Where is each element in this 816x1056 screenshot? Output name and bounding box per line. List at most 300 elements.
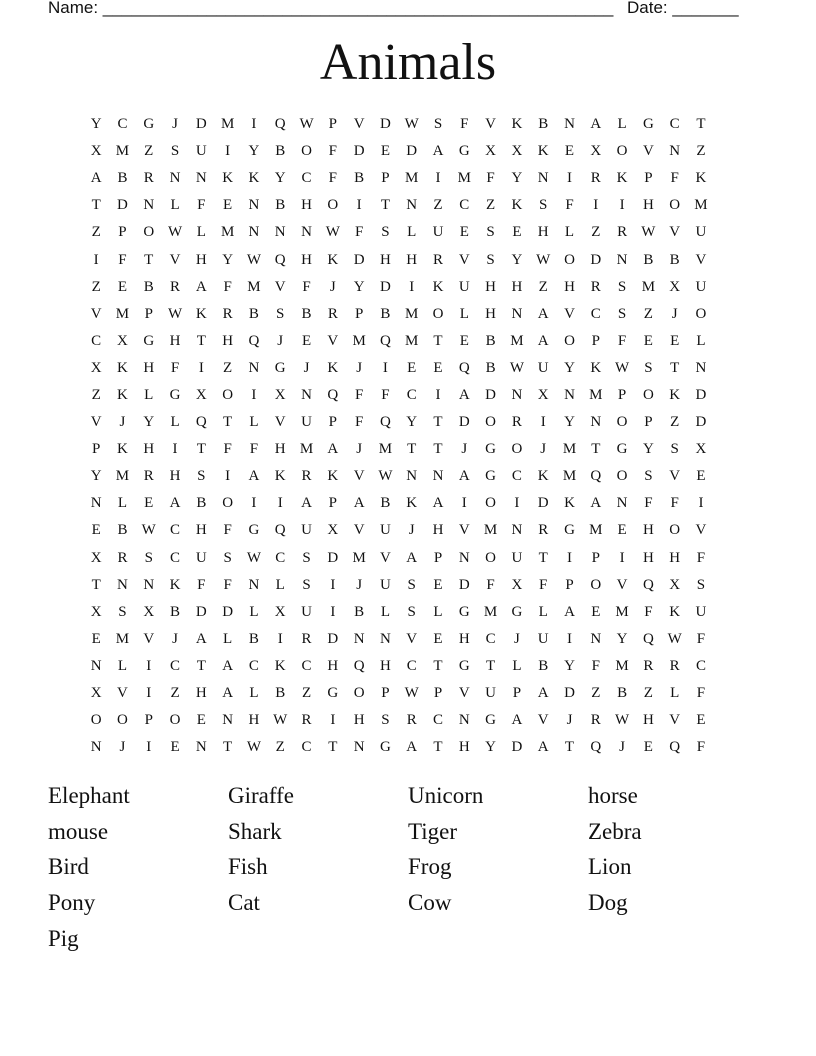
grid-letter: G	[458, 657, 470, 674]
grid-letter: I	[251, 495, 257, 512]
grid-letter: T	[328, 739, 338, 756]
grid-letter: E	[91, 522, 101, 539]
grid-letter: I	[277, 630, 283, 647]
grid-letter: F	[591, 657, 600, 674]
grid-letter: V	[353, 116, 365, 133]
grid-letter: F	[223, 441, 232, 458]
grid-letter: C	[170, 549, 181, 566]
grid-letter: I	[619, 197, 625, 214]
grid-letter: I	[540, 414, 546, 431]
grid-letter: K	[669, 386, 681, 403]
grid-letter: U	[458, 278, 470, 295]
grid-letter: I	[172, 441, 178, 458]
grid-letter: G	[458, 603, 470, 620]
grid-letter: A	[195, 630, 207, 647]
grid-letter: Z	[591, 224, 601, 241]
grid-letter: P	[591, 549, 600, 566]
grid-letter: N	[379, 630, 391, 647]
grid-letter: O	[669, 197, 681, 214]
grid-letter: N	[248, 359, 260, 376]
grid-letter: N	[564, 116, 575, 133]
grid-letter: G	[169, 386, 181, 403]
grid-letter: Z	[643, 685, 653, 702]
grid-letter: N	[117, 576, 128, 593]
grid-letter: C	[459, 197, 470, 214]
grid-letter: M	[115, 630, 130, 647]
grid-letter: X	[511, 143, 523, 160]
grid-letter: H	[195, 685, 207, 702]
grid-letter: P	[433, 685, 443, 702]
grid-letter: N	[301, 386, 312, 403]
grid-letter: Q	[590, 739, 602, 756]
grid-letter: D	[195, 116, 207, 133]
grid-letter: N	[695, 359, 707, 376]
grid-letter: W	[325, 224, 340, 241]
grid-letter: C	[433, 712, 444, 729]
grid-letter: K	[195, 305, 207, 322]
grid-letter: U	[537, 359, 549, 376]
grid-letter: K	[432, 278, 444, 295]
grid-letter: O	[695, 305, 707, 322]
grid-letter: I	[251, 386, 257, 403]
grid-letter: N	[616, 251, 628, 268]
grid-letter: X	[117, 332, 128, 349]
grid-letter: F	[565, 197, 574, 214]
grid-letter: M	[483, 522, 498, 539]
grid-letter: M	[378, 441, 393, 458]
grid-letter: N	[353, 739, 365, 756]
grid-letter: N	[406, 468, 418, 485]
grid-letter: B	[538, 657, 549, 674]
grid-letter: M	[247, 278, 261, 295]
grid-letter: L	[275, 576, 285, 593]
grid-letter: E	[433, 576, 443, 593]
grid-letter: O	[564, 332, 575, 349]
grid-letter: A	[353, 495, 365, 512]
grid-letter: O	[432, 305, 444, 322]
grid-letter: X	[274, 603, 286, 620]
grid-letter: C	[669, 116, 680, 133]
grid-letter: H	[274, 441, 286, 458]
grid-letter: V	[458, 522, 470, 539]
grid-letter: T	[433, 441, 443, 458]
grid-letter: U	[432, 224, 444, 241]
grid-letter: E	[459, 332, 469, 349]
grid-letter: A	[458, 386, 470, 403]
grid-letter: T	[91, 576, 101, 593]
grid-letter: Z	[643, 305, 653, 322]
word-list-item: Dog	[588, 890, 628, 916]
grid-letter: M	[615, 603, 629, 620]
grid-letter: R	[406, 712, 417, 729]
grid-letter: M	[457, 170, 471, 187]
grid-letter: E	[670, 332, 680, 349]
grid-letter: D	[458, 414, 470, 431]
grid-letter: C	[511, 468, 522, 485]
grid-letter: I	[225, 468, 231, 485]
grid-letter: Y	[90, 116, 102, 133]
grid-letter: X	[669, 278, 681, 295]
grid-letter: H	[458, 739, 470, 756]
grid-letter: F	[486, 576, 495, 593]
grid-letter: L	[170, 197, 180, 214]
grid-letter: F	[354, 224, 364, 241]
word-search-grid	[83, 111, 714, 761]
grid-letter: B	[617, 685, 628, 702]
grid-letter: P	[328, 116, 337, 133]
grid-letter: S	[381, 224, 390, 241]
grid-letter: L	[196, 224, 206, 241]
grid-letter: X	[195, 386, 207, 403]
grid-letter: I	[356, 197, 362, 214]
grid-letter: F	[223, 522, 232, 539]
grid-letter: H	[169, 468, 181, 485]
grid-letter: A	[169, 495, 181, 512]
grid-letter: V	[537, 712, 549, 729]
grid-letter: T	[196, 657, 206, 674]
grid-letter: N	[90, 495, 102, 512]
grid-letter: L	[512, 657, 522, 674]
grid-letter: B	[669, 251, 680, 268]
grid-letter: S	[302, 576, 311, 593]
grid-letter: S	[617, 278, 627, 295]
grid-letter: S	[302, 549, 311, 566]
grid-letter: D	[406, 143, 418, 160]
grid-letter: V	[274, 278, 286, 295]
grid-letter: L	[170, 414, 180, 431]
grid-letter: H	[642, 549, 654, 566]
grid-letter: D	[695, 414, 707, 431]
grid-letter: W	[246, 251, 262, 268]
grid-letter: W	[167, 224, 183, 241]
grid-letter: V	[90, 414, 102, 431]
grid-letter: C	[406, 386, 417, 403]
grid-letter: F	[197, 197, 206, 214]
grid-letter: I	[330, 576, 336, 593]
grid-letter: L	[617, 116, 627, 133]
grid-letter: M	[115, 143, 130, 160]
grid-letter: P	[565, 576, 574, 593]
grid-letter: A	[537, 332, 549, 349]
header	[48, 0, 748, 20]
grid-letter: K	[564, 495, 575, 512]
grid-letter: V	[695, 522, 707, 539]
grid-letter: Q	[327, 386, 339, 403]
grid-letter: W	[378, 468, 393, 485]
grid-letter: H	[143, 441, 155, 458]
grid-letter: N	[301, 224, 312, 241]
grid-letter: I	[330, 603, 336, 620]
grid-letter: O	[564, 251, 575, 268]
grid-letter: W	[273, 712, 288, 729]
grid-letter: U	[195, 549, 207, 566]
grid-letter: Z	[275, 739, 285, 756]
grid-letter: Q	[248, 332, 260, 349]
grid-letter: M	[562, 468, 577, 485]
grid-letter: A	[406, 549, 418, 566]
grid-letter: H	[669, 549, 681, 566]
grid-letter: V	[669, 468, 681, 485]
grid-letter: F	[170, 359, 180, 376]
grid-letter: B	[485, 332, 496, 349]
grid-letter: D	[195, 603, 207, 620]
grid-letter: B	[538, 116, 549, 133]
grid-letter: K	[274, 657, 286, 674]
grid-letter: A	[406, 739, 418, 756]
grid-letter: Y	[248, 143, 260, 160]
grid-letter: L	[223, 630, 233, 647]
grid-letter: J	[408, 522, 415, 539]
grid-letter: X	[537, 386, 549, 403]
grid-letter: F	[223, 278, 232, 295]
grid-letter: I	[225, 143, 231, 160]
grid-letter: I	[566, 170, 572, 187]
grid-letter: I	[566, 549, 572, 566]
grid-letter: F	[617, 332, 627, 349]
grid-letter: K	[511, 197, 523, 214]
grid-letter: B	[643, 251, 654, 268]
grid-letter: J	[277, 332, 284, 349]
grid-letter: Q	[379, 332, 391, 349]
grid-letter: S	[696, 576, 706, 593]
grid-letter: F	[486, 170, 495, 187]
grid-letter: C	[275, 549, 286, 566]
grid-letter: A	[248, 468, 260, 485]
grid-letter: C	[301, 739, 312, 756]
grid-letter: V	[90, 305, 102, 322]
grid-letter: S	[381, 712, 390, 729]
grid-letter: Y	[222, 251, 234, 268]
grid-letter: R	[301, 468, 312, 485]
grid-letter: K	[248, 170, 260, 187]
grid-letter: C	[485, 630, 496, 647]
grid-letter: R	[327, 305, 338, 322]
grid-letter: L	[407, 224, 417, 241]
grid-letter: Y	[511, 251, 523, 268]
grid-letter: O	[485, 495, 497, 512]
grid-letter: G	[485, 712, 497, 729]
grid-letter: I	[146, 739, 152, 756]
grid-letter: A	[590, 116, 602, 133]
grid-letter: R	[170, 278, 181, 295]
grid-letter: J	[119, 414, 126, 431]
grid-letter: N	[248, 197, 260, 214]
grid-letter: S	[170, 143, 180, 160]
grid-letter: I	[435, 170, 441, 187]
grid-letter: Q	[274, 116, 286, 133]
grid-letter: T	[433, 414, 443, 431]
grid-letter: I	[566, 630, 572, 647]
grid-letter: K	[117, 359, 128, 376]
grid-letter: M	[115, 305, 130, 322]
grid-letter: I	[409, 278, 415, 295]
grid-letter: O	[327, 197, 339, 214]
word-list-item: Cow	[408, 890, 452, 916]
grid-letter: B	[196, 495, 207, 512]
grid-letter: V	[485, 116, 497, 133]
grid-letter: S	[617, 305, 627, 322]
grid-letter: F	[460, 116, 469, 133]
grid-letter: B	[354, 603, 365, 620]
grid-letter: Q	[379, 414, 391, 431]
grid-letter: P	[644, 170, 653, 187]
grid-letter: X	[90, 359, 102, 376]
grid-letter: R	[301, 630, 312, 647]
grid-letter: S	[644, 468, 653, 485]
word-list-item: Pony	[48, 890, 96, 916]
grid-letter: R	[538, 522, 549, 539]
grid-letter: A	[432, 495, 444, 512]
grid-letter: S	[223, 549, 232, 566]
grid-letter: F	[223, 576, 232, 593]
grid-letter: L	[670, 685, 680, 702]
grid-letter: R	[590, 712, 601, 729]
grid-letter: E	[512, 224, 522, 241]
grid-letter: L	[117, 657, 128, 674]
grid-letter: K	[616, 170, 628, 187]
grid-letter: N	[511, 386, 523, 403]
grid-letter: K	[222, 170, 234, 187]
grid-letter: F	[696, 685, 706, 702]
grid-letter: E	[196, 712, 206, 729]
grid-letter: R	[590, 170, 601, 187]
grid-letter: E	[144, 495, 154, 512]
grid-letter: X	[485, 143, 497, 160]
grid-letter: Y	[274, 170, 286, 187]
grid-letter: C	[590, 305, 601, 322]
grid-letter: D	[327, 630, 339, 647]
grid-letter: B	[380, 495, 391, 512]
grid-letter: N	[90, 657, 102, 674]
grid-letter: B	[301, 305, 312, 322]
grid-letter: K	[169, 576, 181, 593]
grid-letter: H	[642, 197, 654, 214]
grid-letter: O	[642, 386, 654, 403]
grid-letter: Y	[353, 278, 365, 295]
grid-letter: N	[564, 386, 575, 403]
grid-letter: Y	[564, 657, 575, 674]
grid-letter: M	[510, 332, 524, 349]
grid-letter: D	[511, 739, 523, 756]
grid-letter: I	[277, 495, 283, 512]
grid-letter: I	[382, 359, 388, 376]
grid-letter: P	[118, 224, 127, 241]
grid-letter: O	[90, 712, 102, 729]
grid-letter: M	[615, 657, 629, 674]
grid-letter: X	[274, 386, 286, 403]
grid-letter: E	[380, 143, 390, 160]
grid-letter: M	[220, 116, 235, 133]
grid-letter: A	[458, 468, 470, 485]
grid-letter: X	[695, 441, 707, 458]
grid-letter: Q	[642, 630, 654, 647]
grid-letter: D	[379, 116, 391, 133]
grid-letter: K	[590, 359, 602, 376]
grid-letter: E	[91, 630, 101, 647]
grid-letter: W	[641, 224, 656, 241]
grid-letter: U	[511, 549, 523, 566]
grid-letter: M	[115, 468, 130, 485]
grid-letter: J	[329, 278, 336, 295]
grid-letter: T	[433, 657, 443, 674]
grid-letter: H	[327, 657, 339, 674]
grid-letter: M	[405, 305, 419, 322]
grid-letter: Y	[564, 359, 575, 376]
grid-letter: B	[275, 143, 286, 160]
grid-letter: I	[619, 549, 625, 566]
grid-letter: B	[248, 630, 259, 647]
grid-letter: L	[144, 386, 154, 403]
grid-letter: N	[511, 305, 523, 322]
grid-letter: S	[407, 603, 416, 620]
grid-letter: T	[407, 441, 417, 458]
grid-letter: M	[483, 603, 498, 620]
grid-letter: H	[485, 305, 497, 322]
grid-letter: H	[537, 224, 549, 241]
grid-letter: H	[379, 657, 391, 674]
grid-letter: L	[538, 603, 548, 620]
grid-letter: Q	[669, 739, 681, 756]
grid-letter: S	[118, 603, 127, 620]
grid-letter: U	[695, 278, 707, 295]
grid-letter: J	[303, 359, 310, 376]
grid-letter: J	[461, 441, 468, 458]
grid-letter: D	[327, 549, 339, 566]
grid-letter: H	[195, 251, 207, 268]
grid-letter: V	[669, 712, 681, 729]
grid-letter: W	[615, 712, 630, 729]
grid-letter: N	[222, 712, 234, 729]
word-list-item: Cat	[228, 890, 260, 916]
grid-letter: J	[619, 739, 625, 756]
grid-letter: G	[511, 603, 523, 620]
grid-letter: E	[433, 630, 443, 647]
grid-letter: W	[404, 116, 419, 133]
grid-letter: K	[327, 359, 339, 376]
grid-letter: W	[246, 739, 262, 756]
grid-letter: I	[146, 657, 152, 674]
grid-letter: P	[617, 386, 627, 403]
grid-letter: N	[590, 630, 602, 647]
grid-letter: N	[432, 468, 444, 485]
grid-letter: R	[117, 549, 128, 566]
grid-letter: D	[222, 603, 234, 620]
grid-letter: D	[458, 576, 470, 593]
grid-letter: A	[564, 603, 575, 620]
grid-letter: H	[169, 332, 181, 349]
grid-letter: H	[642, 712, 654, 729]
grid-letter: Y	[511, 170, 523, 187]
grid-letter: K	[274, 468, 286, 485]
grid-letter: E	[407, 359, 417, 376]
grid-letter: C	[301, 170, 312, 187]
grid-letter: P	[144, 712, 153, 729]
grid-letter: B	[143, 278, 154, 295]
grid-letter: P	[591, 332, 600, 349]
grid-letter: K	[117, 386, 128, 403]
grid-letter: C	[248, 657, 259, 674]
grid-letter: E	[643, 332, 653, 349]
grid-letter: H	[564, 278, 575, 295]
grid-letter: S	[407, 576, 416, 593]
grid-letter: V	[353, 468, 365, 485]
grid-letter: K	[537, 468, 549, 485]
grid-letter: Z	[591, 685, 601, 702]
grid-letter: V	[458, 251, 470, 268]
grid-letter: Z	[538, 278, 548, 295]
grid-letter: O	[301, 143, 312, 160]
grid-letter: W	[404, 685, 419, 702]
